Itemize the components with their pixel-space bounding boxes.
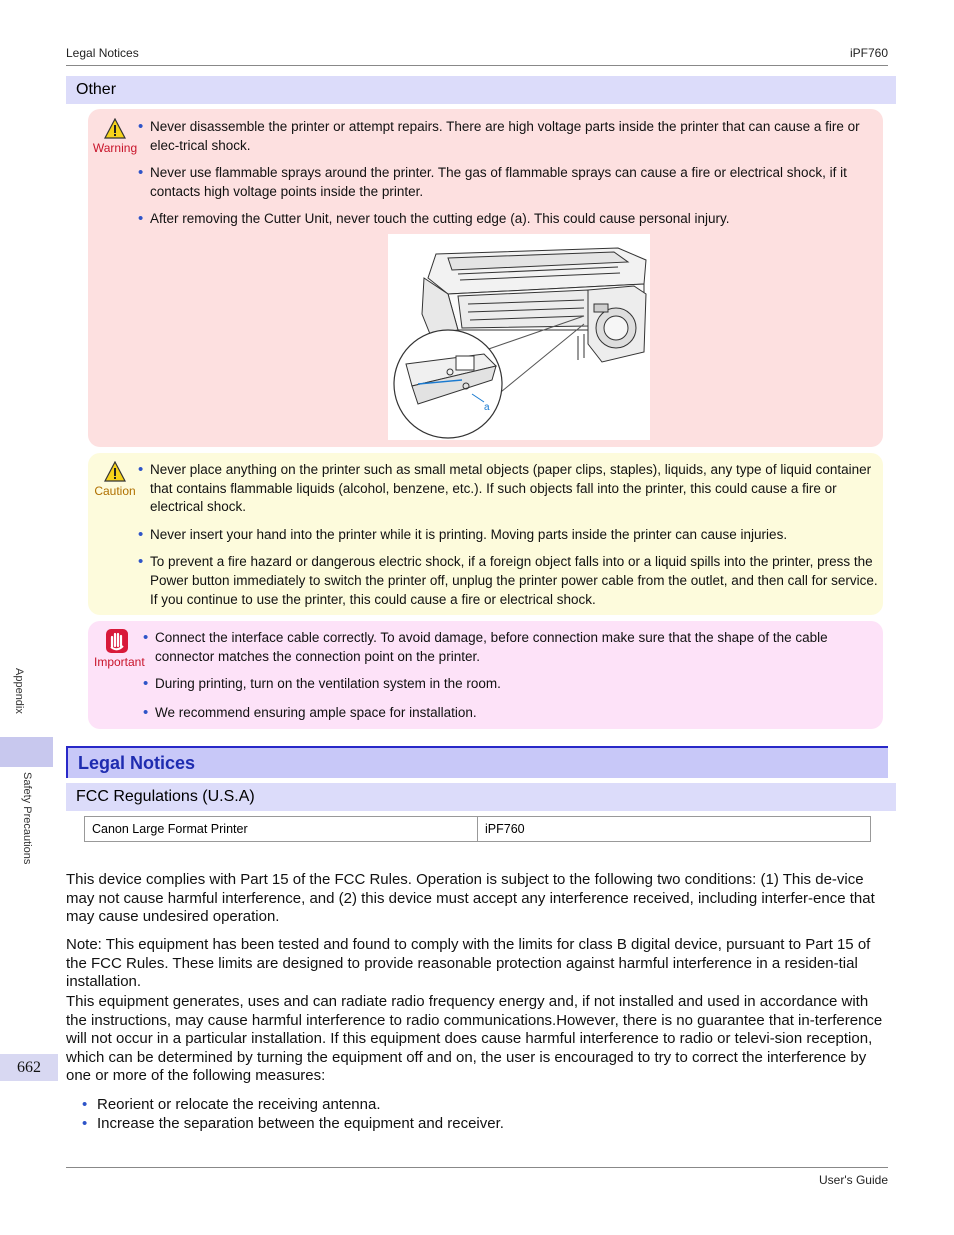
warning-triangle-icon (104, 118, 126, 140)
running-footer-right: User's Guide (819, 1173, 888, 1187)
figure-callout-a: a (484, 402, 490, 413)
header-rule (66, 65, 888, 66)
side-tab-safety-precautions[interactable]: Safety Precautions (21, 772, 33, 865)
table-cell-product: Canon Large Format Printer (85, 817, 478, 841)
fcc-product-table (84, 816, 871, 842)
list-item: • To prevent a fire hazard or dangerous electric shock, if a foreign object falls into or a liquid spills into the printer, press the Power button immediately to switch the printer off, unplug the printer power cable from the outlet, and then call for service. If you continue to use the printer, this could cause a fire or electrical shock. (138, 553, 878, 609)
caution-list (138, 461, 878, 609)
section-heading-fcc: FCC Regulations (U.S.A) (66, 783, 896, 811)
caution-label: Caution (94, 484, 136, 498)
important-list (143, 629, 878, 722)
list-item: • Never use flammable sprays around the printer. The gas of flammable sprays can cause a fire or electrical shock, if it contacts high voltage points inside the printer. (138, 164, 878, 201)
list-item: • After removing the Cutter Unit, never touch the cutting edge (a). This could cause personal injury. (138, 210, 878, 229)
stop-hand-icon (105, 628, 129, 654)
caution-notice (92, 461, 138, 498)
printer-illustration (388, 234, 650, 440)
running-header-right: iPF760 (849, 46, 888, 60)
legal-notices-heading (66, 746, 888, 778)
printer-cutter-figure (388, 234, 650, 440)
fcc-measures-list (82, 1095, 504, 1133)
list-item: • Never insert your hand into the printer while it is printing. Moving parts inside the printer can cause injuries. (138, 526, 878, 545)
side-tab-appendix[interactable]: Appendix (13, 668, 25, 714)
footer-rule (66, 1167, 888, 1168)
important-notice (94, 628, 145, 669)
caution-triangle-icon (104, 461, 126, 483)
fcc-paragraph-interference: This equipment generates, uses and can radiate radio frequency energy and, if not installed and used in accordance with the instructions, may cause harmful interference to radio communications.However, there is no guarantee that in-terference will not occur in a particular installation. If this equipment does cause harmful interference to radio or televi-sion reception, which can be determined by turning the equipment off and on, the user is encouraged to try to correct the interference by one or more of the following measures: (66, 993, 883, 1085)
legal-notices-title: Legal Notices (78, 753, 196, 773)
list-item: • Reorient or relocate the receiving antenna. (82, 1095, 504, 1114)
important-label: Important (94, 655, 145, 669)
running-header-left: Legal Notices (66, 46, 139, 60)
list-item: • Increase the separation between the equipment and receiver. (82, 1114, 504, 1133)
table-cell-model: iPF760 (485, 822, 525, 836)
list-item: • Connect the interface cable correctly. To avoid damage, before connection make sure that the shape of the cable connector matches the connection point on the printer. (143, 629, 878, 666)
list-item: • Never disassemble the printer or attempt repairs. There are high voltage parts inside the printer that can cause a fire or elec-trical shock. (138, 118, 878, 155)
fcc-paragraph-compliance: This device complies with Part 15 of the FCC Rules. Operation is subject to the following two conditions: (1) This de-vice may not cause harmful interference, and (2) this device must accept any interference received, including interfer-ence that may cause undesired operation. (66, 871, 875, 926)
side-tab-marker (0, 737, 53, 767)
warning-notice (92, 118, 138, 155)
page-number: 662 (0, 1054, 58, 1081)
fcc-paragraph-note: Note: This equipment has been tested and found to comply with the limits for class B digital device, pursuant to Part 15 of the FCC Rules. These limits are designed to provide reasonable protection against harmful interference in a residen-tial installation. (66, 936, 871, 991)
list-item: • During printing, turn on the ventilation system in the room. (143, 675, 878, 694)
list-item: • Never place anything on the printer such as small metal objects (paper clips, staples), liquids, any type of liquid container that contains flammable liquids (alcohol, benzene, etc.). If such objects fall into the printer, this could cause a fire or electrical shock. (138, 461, 878, 517)
warning-list (138, 118, 878, 229)
section-heading-other: Other (66, 76, 896, 104)
list-item: • We recommend ensuring ample space for installation. (143, 704, 878, 723)
warning-label: Warning (92, 141, 138, 155)
